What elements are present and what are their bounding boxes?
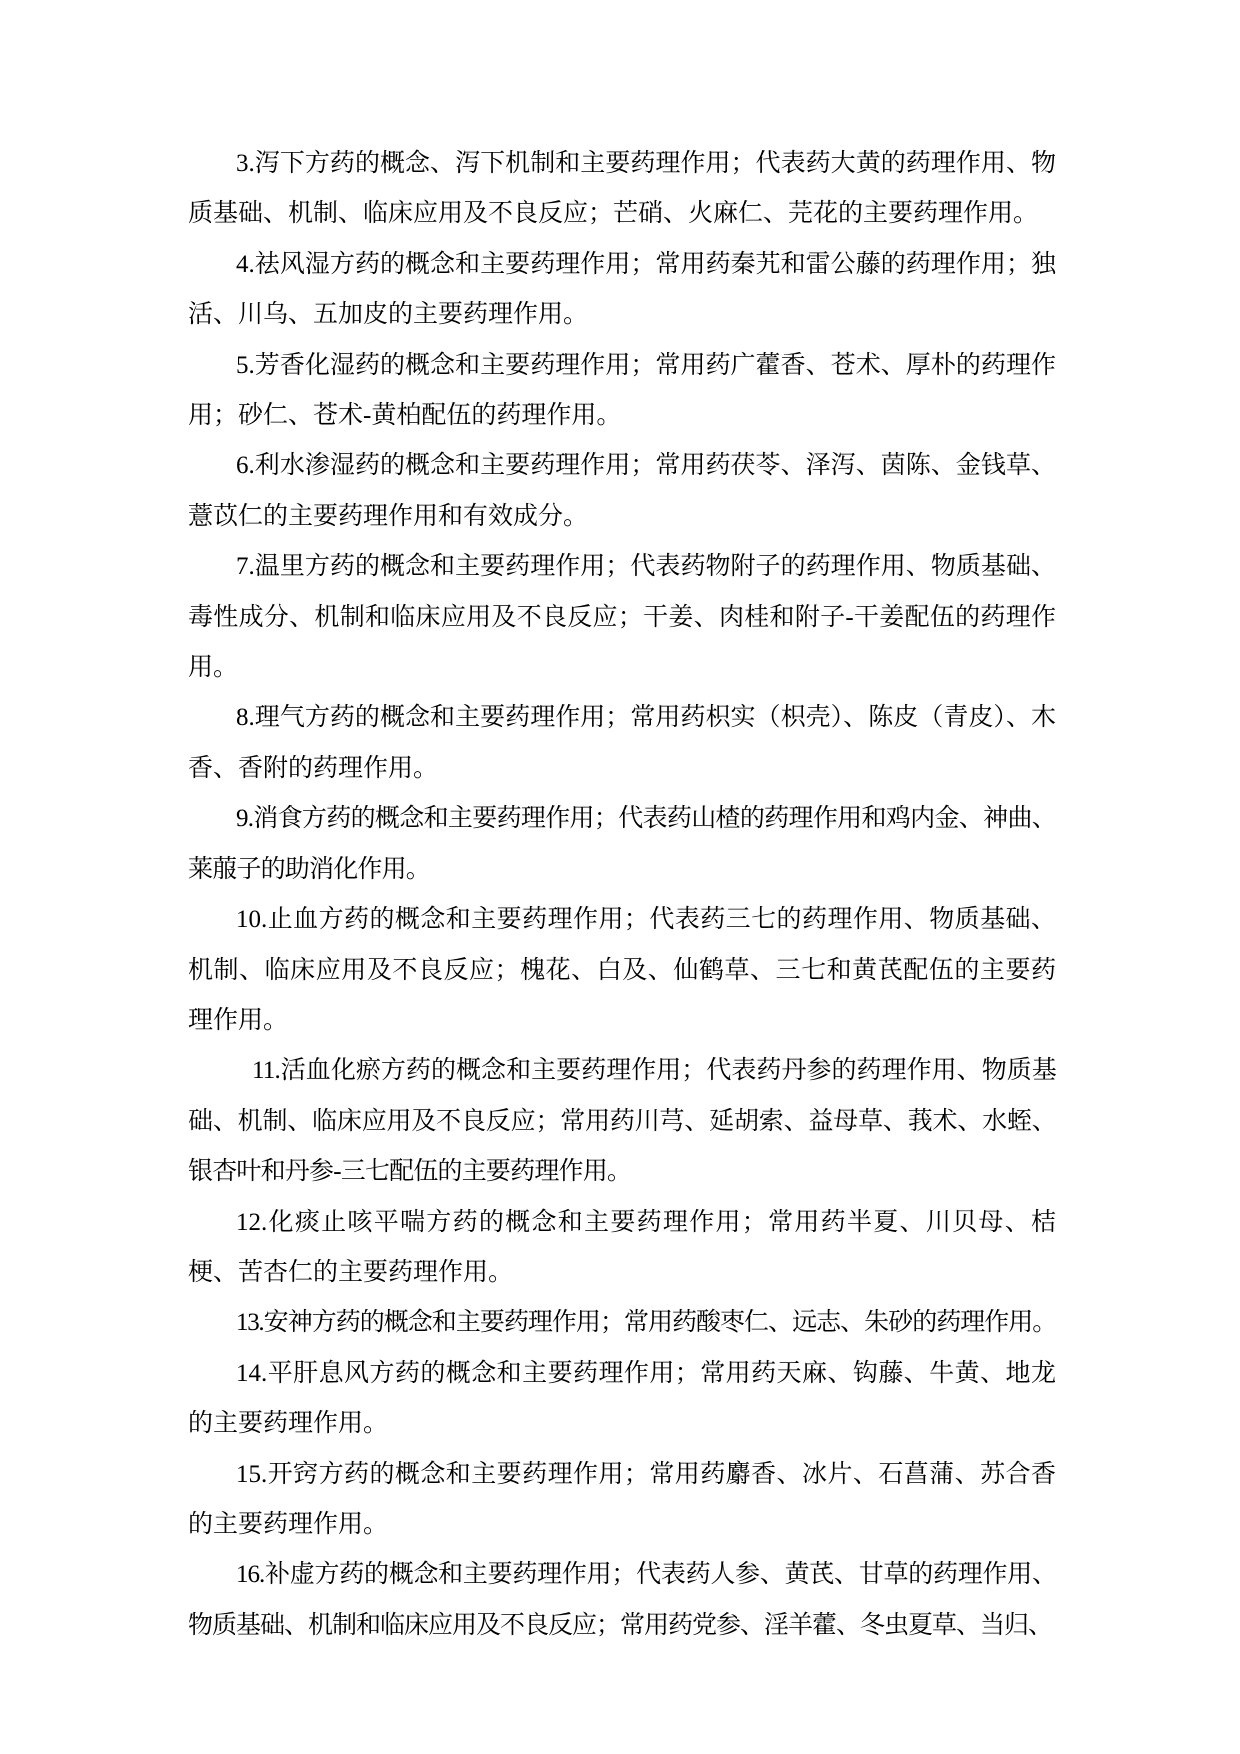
syllabus-item-16: 16.补虚方药的概念和主要药理作用；代表药人参、黄芪、甘草的药理作用、物质基础、机制和临床应用及不良反应；常用药党参、淫羊藿、冬虫夏草、当归、 bbox=[188, 1561, 1056, 1639]
syllabus-item-6: 6.利水渗湿药的概念和主要药理作用；常用药茯苓、泽泻、茵陈、金钱草、薏苡仁的主要药理作用和有效成分。 bbox=[188, 452, 1056, 530]
syllabus-item-15: 15.开窍方药的概念和主要药理作用；常用药麝香、冰片、石菖蒲、苏合香的主要药理作用。 bbox=[188, 1460, 1056, 1538]
syllabus-item-11: 11.活血化瘀方药的概念和主要药理作用；代表药丹参的药理作用、物质基础、机制、临床应用及不良反应；常用药川芎、延胡索、益母草、莪术、水蛭、银杏叶和丹参-三七配伍的主要药理作用。 bbox=[188, 1057, 1056, 1186]
syllabus-item-10: 10.止血方药的概念和主要药理作用；代表药三七的药理作用、物质基础、机制、临床应用及不良反应；槐花、白及、仙鹤草、三七和黄芪配伍的主要药理作用。 bbox=[188, 906, 1056, 1034]
syllabus-item-5: 5.芳香化湿药的概念和主要药理作用；常用药广藿香、苍术、厚朴的药理作用；砂仁、苍术-黄柏配伍的药理作用。 bbox=[188, 351, 1056, 430]
syllabus-text-block bbox=[188, 0, 1056, 1651]
syllabus-item-4: 4.祛风湿方药的概念和主要药理作用；常用药秦艽和雷公藤的药理作用；独活、川乌、五加皮的主要药理作用。 bbox=[188, 250, 1056, 329]
syllabus-item-13: 13.安神方药的概念和主要药理作用；常用药酸枣仁、远志、朱砂的药理作用。 bbox=[236, 1309, 1056, 1337]
syllabus-item-12: 12.化痰止咳平喘方药的概念和主要药理作用；常用药半夏、川贝母、桔梗、苦杏仁的主要药理作用。 bbox=[188, 1208, 1056, 1286]
syllabus-item-7: 7.温里方药的概念和主要药理作用；代表药物附子的药理作用、物质基础、毒性成分、机制和临床应用及不良反应；干姜、肉桂和附子-干姜配伍的药理作用。 bbox=[188, 553, 1056, 682]
syllabus-item-3: 3.泻下方药的概念、泻下机制和主要药理作用；代表药大黄的药理作用、物质基础、机制、临床应用及不良反应；芒硝、火麻仁、芫花的主要药理作用。 bbox=[188, 150, 1056, 228]
syllabus-item-14: 14.平肝息风方药的概念和主要药理作用；常用药天麻、钩藤、牛黄、地龙的主要药理作用。 bbox=[188, 1359, 1056, 1438]
syllabus-item-8: 8.理气方药的概念和主要药理作用；常用药枳实（枳壳）、陈皮（青皮）、木香、香附的药理作用。 bbox=[188, 704, 1056, 782]
syllabus-item-9: 9.消食方药的概念和主要药理作用；代表药山楂的药理作用和鸡内金、神曲、莱菔子的助消化作用。 bbox=[188, 805, 1056, 883]
